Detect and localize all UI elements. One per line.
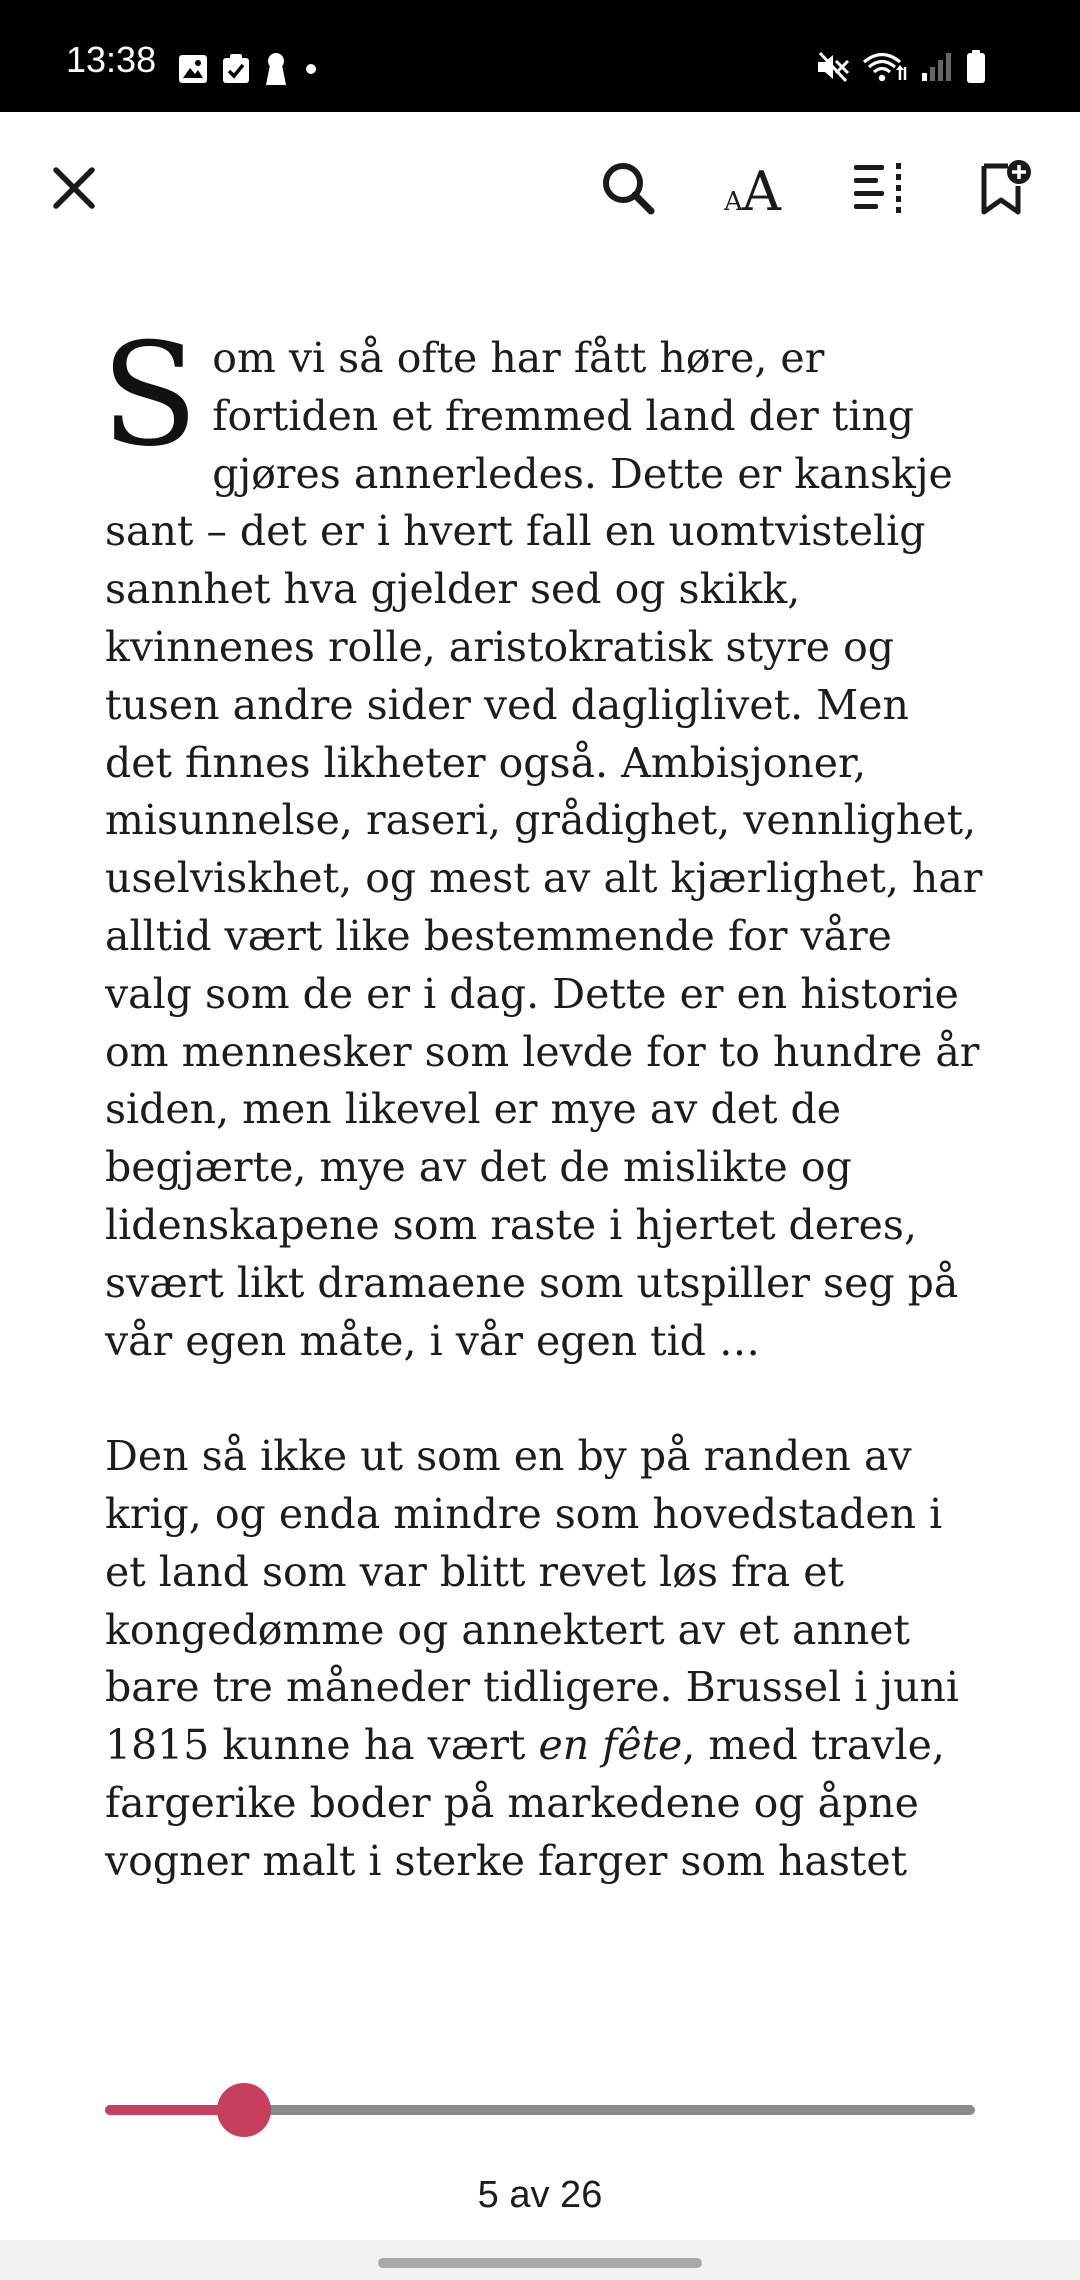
- checkbox-icon: [222, 54, 250, 84]
- signal-icon: [920, 51, 954, 83]
- navigation-bar: [0, 2240, 1080, 2280]
- paragraph-2: [105, 1428, 985, 1890]
- mute-icon: [816, 51, 850, 83]
- home-gesture-handle[interactable]: [378, 2258, 702, 2268]
- status-time: 13:38: [66, 39, 157, 80]
- reader-toolbar: [0, 112, 1080, 262]
- font-size-icon: [722, 160, 786, 216]
- wifi-icon: [862, 51, 908, 83]
- paragraph-1: [101, 313, 985, 1370]
- search-button[interactable]: [592, 152, 664, 224]
- table-of-contents-button[interactable]: [844, 152, 916, 224]
- close-icon: [50, 164, 98, 212]
- table-of-contents-icon: [852, 161, 908, 215]
- add-bookmark-button[interactable]: [970, 152, 1042, 224]
- svg-text:A: A: [724, 187, 743, 216]
- paragraph-1-text: om vi så ofte har fått høre, er fortiden et fremmed land der ting gjøres annerledes. Dette er kanskje sant – det er i hvert fall en uomtvistelig sannhet hva gjelder sed og skikk, kvinnenes rolle, aristokratisk styre og tusen andre sider ved dagliglivet. Men det finnes likheter også. Ambisjoner, misunnelse, raseri, grådighet, vennlighet, uselviskhet, og mest av alt kjærlighet, har alltid vært like bestemmende for våre valg som de er i dag. Dette er en historie om mennesker som levde for to hundre år siden, men likevel er mye av det de begjærte, mye av det de mislikte og lidenskapene som raste i hjertet deres, svært likt dramaene som utspiller seg på vår egen måte, i vår egen tid …: [105, 334, 983, 1365]
- status-left-icons: [178, 52, 320, 86]
- page-slider[interactable]: [105, 2088, 975, 2132]
- book-page-content[interactable]: [101, 313, 985, 1891]
- font-settings-button[interactable]: [718, 152, 790, 224]
- bookmark-add-icon: [978, 158, 1034, 218]
- paragraph-2-text-end: , med travle, fargerike boder på markedene og åpne vogner malt i sterke farger som hastet: [105, 1721, 945, 1885]
- status-right-icons: [816, 50, 986, 84]
- keyhole-icon: [264, 52, 288, 86]
- slider-thumb[interactable]: [217, 2083, 271, 2137]
- paragraph-2-italic: en fête: [538, 1721, 683, 1770]
- close-button[interactable]: [38, 152, 110, 224]
- drop-cap: S: [101, 313, 199, 478]
- status-bar: [0, 0, 1080, 112]
- dot-icon: [302, 60, 320, 78]
- page-indicator: 5 av 26: [477, 2174, 603, 2216]
- image-icon: [178, 54, 208, 84]
- battery-icon: [966, 50, 986, 84]
- svg-text:A: A: [742, 160, 781, 216]
- paragraph-2-text-start: Den så ikke ut som en by på randen av krig, og enda mindre som hovedstaden i et land som var blitt revet løs fra et kongedømme og annektert av et annet bare tre måneder tidligere. Brussel i juni 1815 kunne ha vært: [105, 1432, 959, 1770]
- search-icon: [599, 159, 657, 217]
